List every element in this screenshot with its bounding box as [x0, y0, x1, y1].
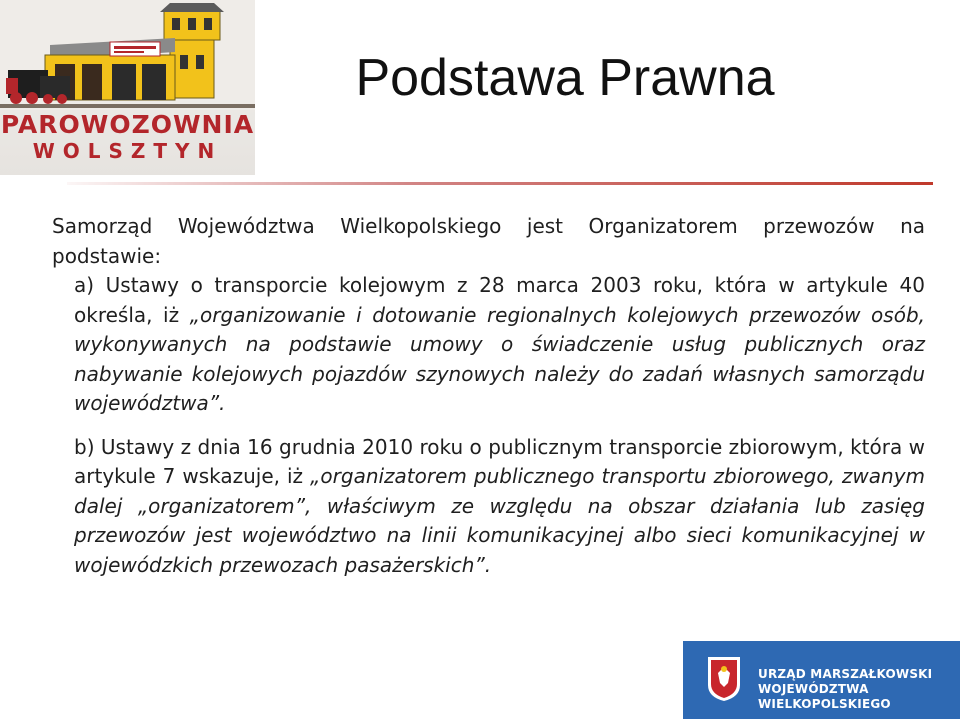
badge-line2: WOJEWÓDZTWA WIELKOPOLSKIEGO — [758, 682, 891, 711]
parowozownia-logo — [0, 0, 255, 175]
intro-paragraph: Samorząd Województwa Wielkopolskiego jest Organizatorem przewozów na podstawie: — [52, 214, 925, 268]
point-a — [52, 271, 925, 419]
coat-of-arms-icon — [706, 655, 742, 703]
point-a-lead: a) Ustawy o transporcie kolejowym z 28 marca 2003 roku, która w artykule 40 określa, iż — [74, 273, 925, 327]
badge-text — [758, 667, 960, 712]
point-b-quote: „organizatorem publicznego transportu zbiorowego, zwanym dalej „organizatorem”, właściwym ze względu na obszar działania lub zasięg przewozów jest województwo na linii komunikacyjnej albo sieci komunikacyjnej w wojewódzkich przewozach pasażerskich”. — [74, 464, 926, 577]
logo-text-parowozownia: PAROWOZOWNIA — [0, 110, 255, 139]
badge-line1: URZĄD MARSZAŁKOWSKI — [758, 667, 933, 681]
logo-text-wolsztyn: WOLSZTYN — [32, 139, 223, 163]
point-b — [52, 433, 925, 581]
slide-body — [52, 212, 925, 580]
title-divider — [67, 182, 933, 185]
point-b-lead: b) Ustawy z dnia 16 grudnia 2010 roku o publicznym transporcie zbiorowym, która w artykule 7 wskazuje, iż — [74, 434, 925, 488]
point-a-quote: „organizowanie i dotowanie regionalnych kolejowych przewozów osób, wykonywanych na podstawie umowy o świadczenie usług publicznych oraz nabywanie kolejowych pojazdów szynowych należy do zadań własnych samorządu województwa”. — [74, 302, 925, 415]
urzad-marszalkowski-badge — [683, 641, 960, 719]
slide-title: Podstawa Prawna — [355, 49, 775, 107]
roundhouse-illustration — [0, 0, 255, 110]
